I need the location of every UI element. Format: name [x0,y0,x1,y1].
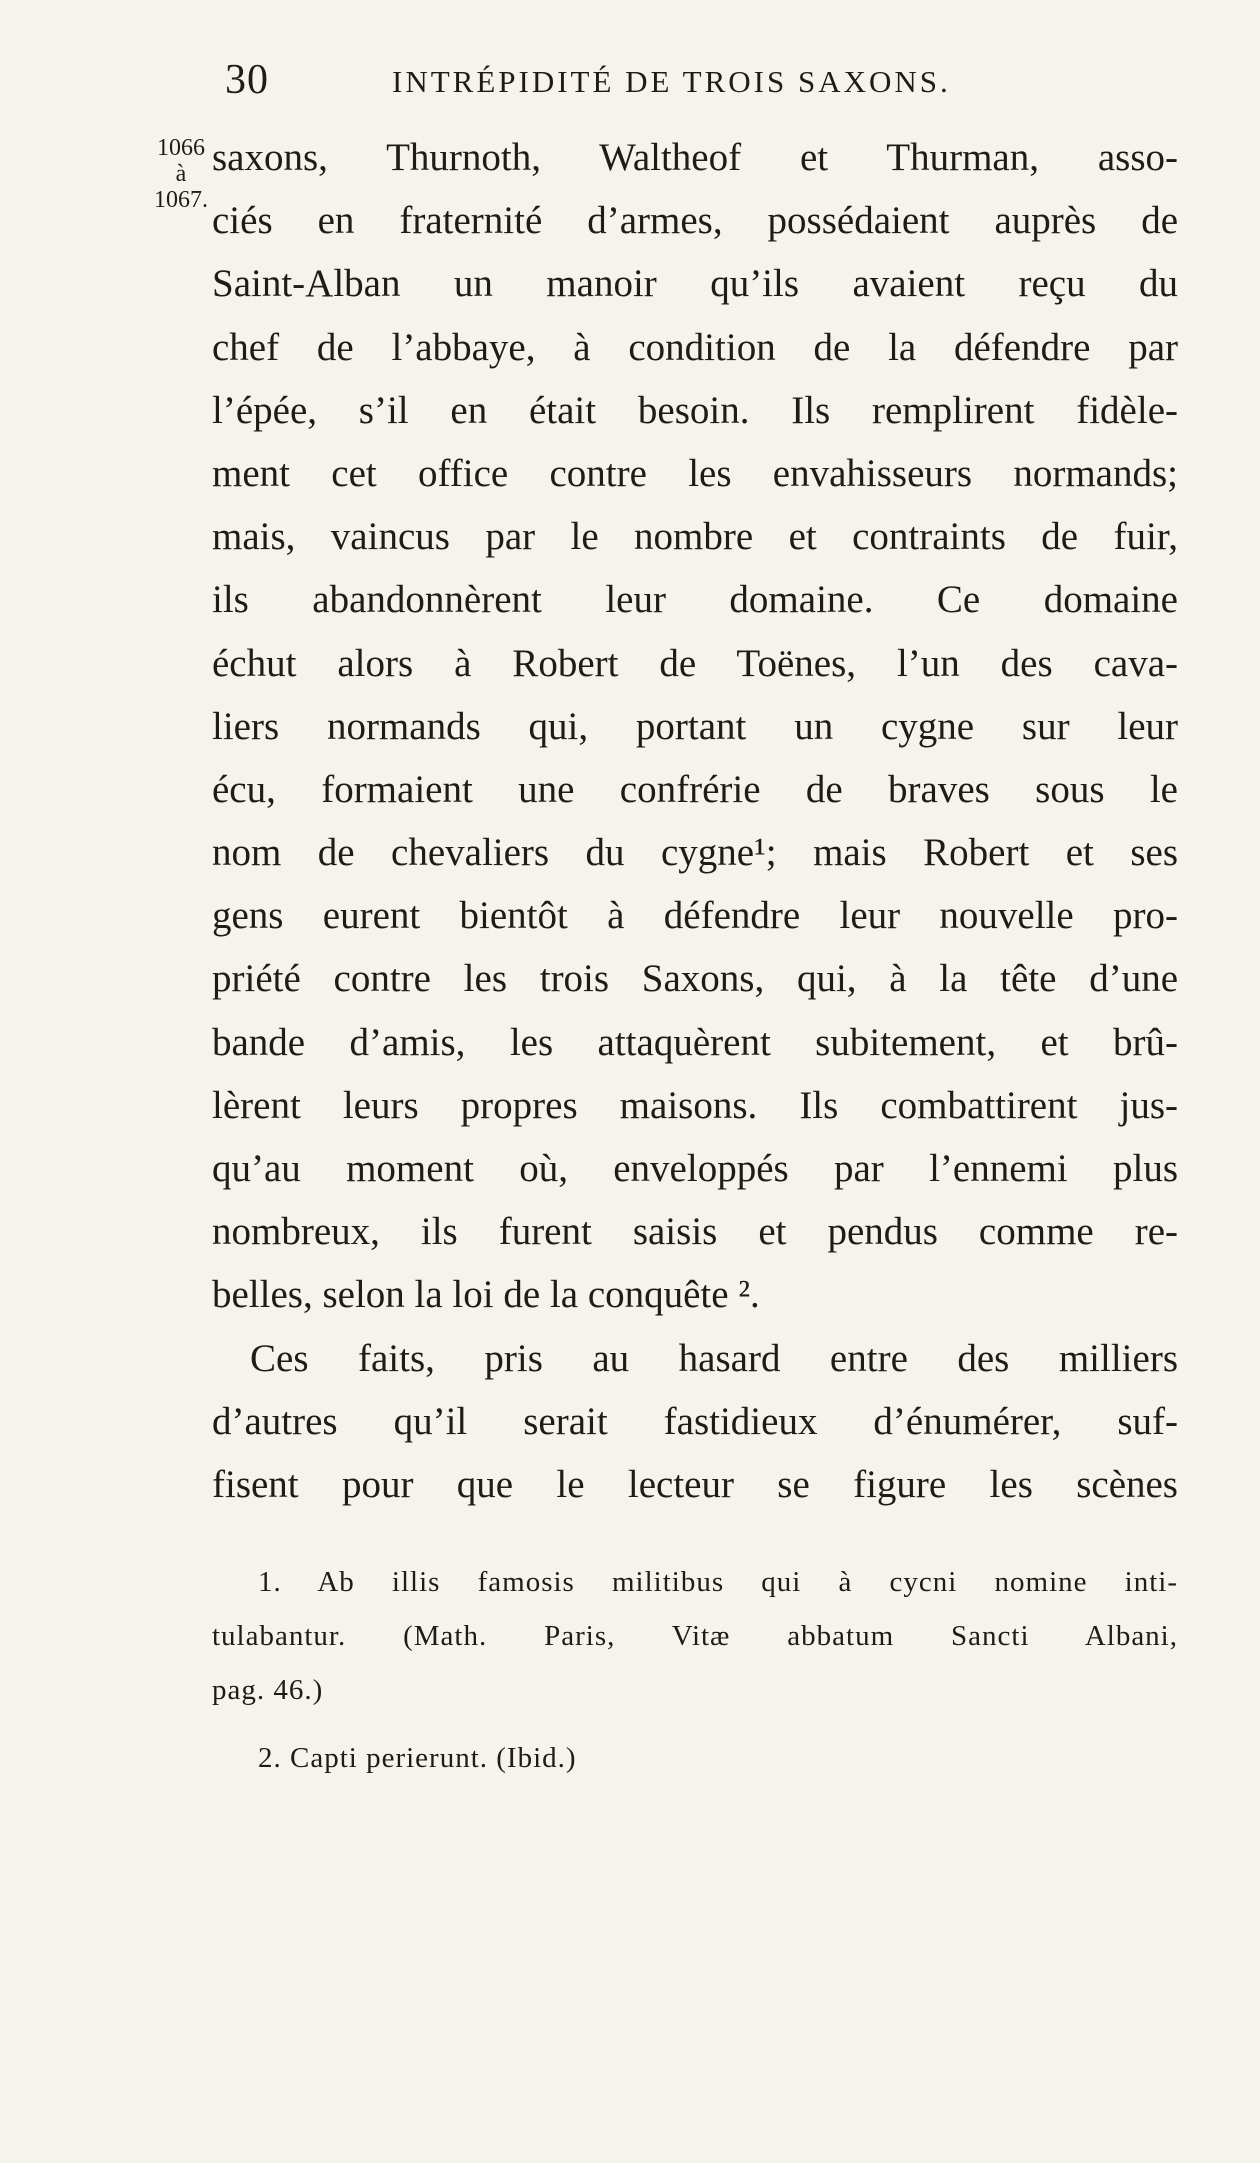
text-line: Saint-Alban un manoir qu’ils avaient reçu du [212,262,1178,306]
text-line: qu’au moment où, enveloppés par l’ennemi plus [212,1147,1178,1190]
margin-year-end: 1067. [154,187,208,213]
text-line: d’autres qu’il serait fastidieux d’énumérer, suf- [212,1399,1178,1443]
page-header [0,52,1260,112]
footnote-1-line: tulabantur. (Math. Paris, Vitæ abbatum Sancti Albani, [212,1620,1178,1652]
text-line: belles, selon la loi de la conquête ². [212,1273,760,1317]
text-line: saxons, Thurnoth, Waltheof et Thurman, asso- [212,136,1178,179]
text-line: ment cet office contre les envahisseurs normands; [212,451,1178,495]
text-line: ils abandonnèrent leur domaine. Ce domaine [212,578,1178,622]
margin-year-start: 1066 [157,135,205,161]
running-title: INTRÉPIDITÉ DE TROIS SAXONS. [392,64,951,99]
text-line: bande d’amis, les attaquèrent subitement, et brû- [212,1020,1178,1064]
text-line: liers normands qui, portant un cygne sur leur [212,704,1178,748]
footnote-1-line: 1. Ab illis famosis militibus qui à cycni nomine inti- [258,1566,1178,1598]
text-line: l’épée, s’il en était besoin. Ils remplirent fidèle- [212,388,1178,432]
page-number: 30 [225,57,269,103]
text-line: nom de chevaliers du cygne¹; mais Robert et ses [212,831,1178,875]
text-line: nombreux, ils furent saisis et pendus comme re- [212,1210,1178,1254]
text-line: lèrent leurs propres maisons. Ils combattirent jus- [212,1083,1178,1127]
text-line: gens eurent bientôt à défendre leur nouvelle pro- [212,894,1178,938]
footnotes [212,1555,1178,1785]
margin-separator: à [175,161,187,187]
text-line: Ces faits, pris au hasard entre des milliers [250,1336,1178,1380]
text-line: écu, formaient une confrérie de braves sous le [212,767,1178,811]
footnote-2-line: 2. Capti perierunt. (Ibid.) [258,1742,577,1774]
text-line: fisent pour que le lecteur se figure les scènes [212,1462,1178,1506]
text-line: mais, vaincus par le nombre et contraints de fuir, [212,515,1178,559]
text-line: ciés en fraternité d’armes, possédaient auprès de [212,199,1178,243]
margin-date-note [150,135,212,213]
text-line: échut alors à Robert de Toënes, l’un des cava- [212,641,1178,685]
text-line: chef de l’abbaye, à condition de la défendre par [212,325,1178,369]
main-text [212,126,1178,1516]
footnote-1-line: pag. 46.) [212,1674,324,1706]
text-line: priété contre les trois Saxons, qui, à la tête d’une [212,957,1178,1001]
